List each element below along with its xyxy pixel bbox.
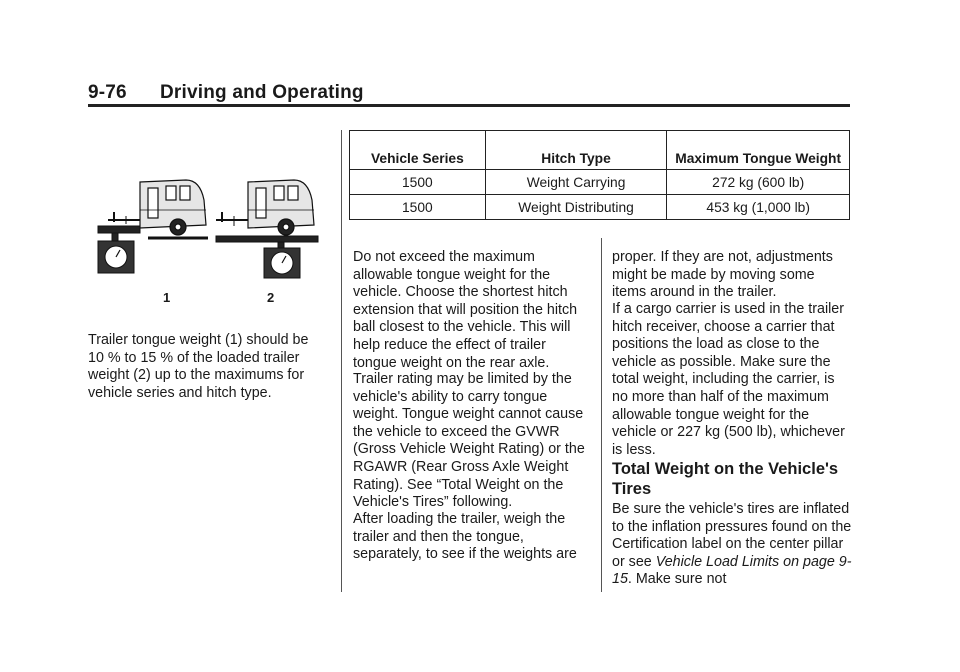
section-title: Driving and Operating bbox=[160, 82, 364, 103]
paragraph: Trailer rating may be limited by the vehicle's ability to carry tongue weight. Tongue weight cannot cause the vehicle to exceed the GVWR (Gross Vehicle Weight Rating) or the RGAWR (Rear Gross Axle Weight Rating). See “Total Weight on the Vehicle's Tires” following. bbox=[353, 371, 585, 511]
table-cell: Weight Distributing bbox=[485, 195, 667, 220]
table-header-row bbox=[350, 131, 850, 170]
figure-label-2: 2 bbox=[267, 290, 275, 305]
column-divider-1 bbox=[341, 130, 342, 592]
table-row bbox=[350, 195, 850, 220]
paragraph-text: Be sure the vehicle's tires are inflated to the inflation pressures found on the Certification label on the center pillar or see bbox=[612, 501, 852, 570]
paragraph: Do not exceed the maximum allowable tongue weight for the vehicle. Choose the shortest hitch extension that will position the hitch ball closest to the vehicle. This will help reduce the effect of trailer tongue weight on the rear axle. bbox=[353, 249, 578, 371]
table-cell: 1500 bbox=[350, 195, 486, 220]
page-number: 9-76 bbox=[88, 82, 127, 103]
cross-reference-link[interactable]: Vehicle Load Limits on page 9-15 bbox=[612, 553, 852, 588]
table-row bbox=[350, 170, 850, 195]
trailer-weight-figure bbox=[88, 170, 328, 310]
table-cell: 453 kg (1,000 lb) bbox=[667, 195, 850, 220]
paragraph bbox=[612, 501, 852, 589]
table-header-cell: Maximum Tongue Weight bbox=[667, 131, 850, 170]
table-header-cell: Vehicle Series bbox=[350, 131, 486, 170]
page-header bbox=[88, 82, 850, 106]
tongue-weight-table bbox=[349, 130, 850, 220]
figure-caption: Trailer tongue weight (1) should be 10 % to 15 % of the loaded trailer weight (2) up to the maximums for vehicle series and hitch type. bbox=[88, 332, 309, 401]
column-divider-2 bbox=[601, 238, 602, 592]
paragraph: If a cargo carrier is used in the trailer hitch receiver, choose a carrier that positions the load as close to the vehicle as possible. Make sure the total weight, including the carrier, is no more than half of the maximum allowable tongue weight for the vehicle or 227 kg (500 lb), whichever is less. bbox=[612, 301, 845, 458]
scale-2 bbox=[216, 236, 318, 278]
table-cell: 272 kg (600 lb) bbox=[667, 170, 850, 195]
subheading: Total Weight on the Vehicle's Tires bbox=[612, 460, 839, 498]
paragraph: After loading the trailer, weigh the trailer and then the tongue, separately, to see if the weights are bbox=[353, 511, 577, 563]
scale-1 bbox=[98, 226, 140, 273]
paragraph-text: . Make sure not bbox=[627, 571, 727, 588]
trailer-2-illustration bbox=[216, 180, 314, 235]
table-header-cell: Hitch Type bbox=[485, 131, 667, 170]
table-cell: Weight Carrying bbox=[485, 170, 667, 195]
paragraph: proper. If they are not, adjustments might be made by moving some items around in the trailer. bbox=[612, 249, 833, 301]
header-rule bbox=[88, 104, 850, 107]
figure-label-1: 1 bbox=[163, 290, 171, 305]
table-cell: 1500 bbox=[350, 170, 486, 195]
